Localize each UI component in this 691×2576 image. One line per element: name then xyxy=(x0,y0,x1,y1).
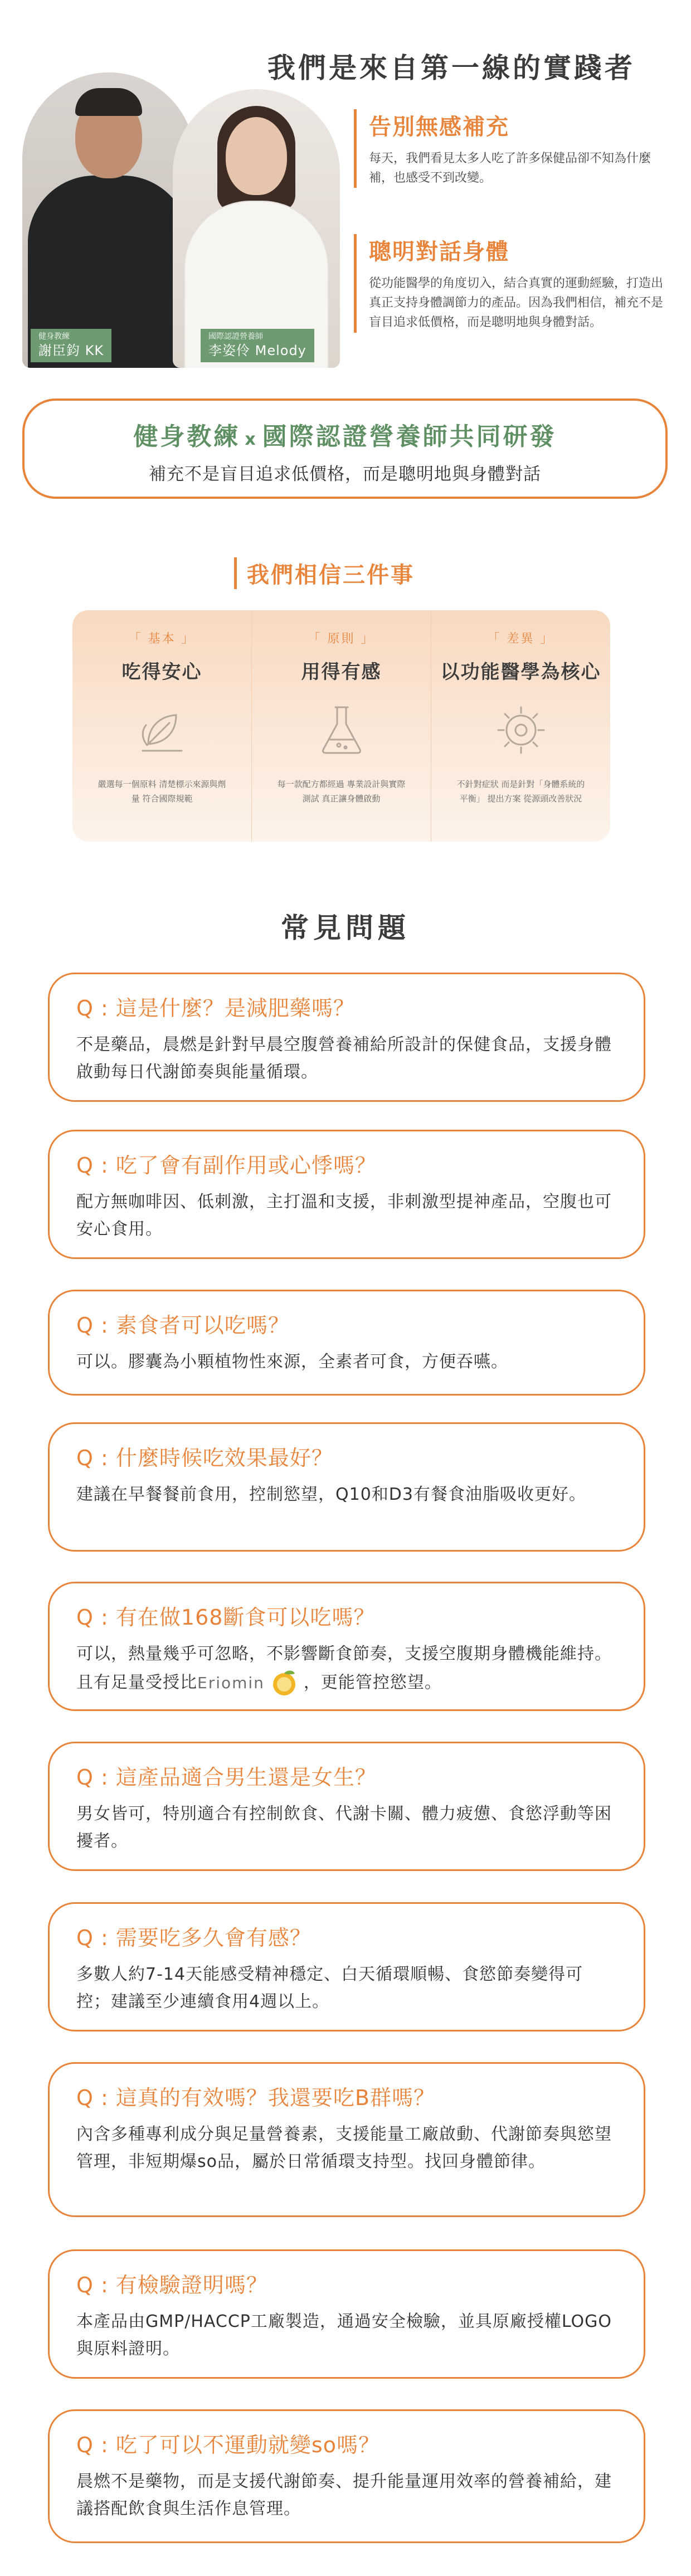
claim-heading: 聰明對話身體 xyxy=(369,239,509,265)
faq-item[interactable] xyxy=(48,1290,645,1396)
faq-item[interactable] xyxy=(48,1742,645,1871)
faq-item[interactable] xyxy=(48,2409,645,2543)
belief-desc: 嚴選每一個原料 清楚標示來源與劑量 符合國際規範 xyxy=(98,779,226,804)
gear-icon xyxy=(490,699,552,761)
claim-text: 從功能醫學的角度切入，結合真實的運動經驗，打造出真正支持身體調節力的產品。因為我們相信，補充不是盲目追求低價格，而是聰明地與身體對話。 xyxy=(369,276,664,330)
faq-answer-part: 可以，熱量幾乎可忽略，不影響斷食節奏，支援空腹期身體機能維持。且有足量受授比 xyxy=(76,1644,612,1693)
faq-q-prefix: Q : xyxy=(76,1153,109,1178)
faq-q-prefix: Q : xyxy=(76,2273,109,2297)
faq-answer: 建議在早餐餐前食用，控制慾望，Q10和D3有餐食油脂吸收更好。 xyxy=(76,1485,586,1504)
faq-answer xyxy=(76,1641,617,1698)
faq-question xyxy=(76,1148,617,1179)
faq-question xyxy=(76,1600,617,1631)
faq-question-text: 這產品適合男生還是女生？ xyxy=(115,1765,377,1790)
nutritionist-role: 國際認證營養師 xyxy=(208,332,263,341)
belief-card xyxy=(251,610,431,842)
faq-question-text: 這真的有效嗎？我還要吃B群嗎？ xyxy=(115,2086,435,2110)
faq-answer: 晨燃不是藥物，而是支援代謝節奏、提升能量運用效率的營養補給，建議搭配飲食與生活作息管理。 xyxy=(76,2472,612,2519)
faq-q-prefix: Q : xyxy=(76,1765,109,1790)
coach-name: 謝臣鈞 KK xyxy=(38,342,104,358)
banner-title-right: 國際認證營養師共同研發 xyxy=(262,422,557,451)
belief-heading: 吃得安心 xyxy=(121,661,202,683)
faq-answer: 不是藥品，晨燃是針對早晨空腹營養補給所設計的保健食品，支援身體啟動每日代謝節奏與能量循環。 xyxy=(76,1035,612,1082)
faq-item[interactable] xyxy=(48,973,645,1102)
faq-question-text: 需要吃多久會有感？ xyxy=(115,1926,312,1950)
faq-item[interactable] xyxy=(48,2062,645,2217)
faq-question-text: 有檢驗證明嗎？ xyxy=(115,2273,268,2297)
faq-item[interactable] xyxy=(48,2249,645,2379)
coach-photo xyxy=(22,72,195,368)
belief-desc: 不針對症狀 而是針對「身體系統的平衡」 提出方案 從源頭改善狀況 xyxy=(456,779,585,804)
nutritionist-name: 李姿伶 Melody xyxy=(208,342,306,358)
faq-question-text: 什麼時候吃效果最好？ xyxy=(115,1446,333,1470)
belief-desc: 每一款配方都經過 專業設計與實際測試 真正讓身體啟動 xyxy=(277,779,406,804)
faq-question xyxy=(76,2428,617,2458)
faq-item[interactable] xyxy=(48,1582,645,1711)
nutritionist-photo xyxy=(173,89,340,368)
faq-question xyxy=(76,991,617,1022)
hero-title: 我們是來自第一線的實踐者 xyxy=(267,52,635,84)
faq-q-prefix: Q : xyxy=(76,2086,109,2110)
coach-role: 健身教練 xyxy=(38,332,70,341)
banner-title xyxy=(25,416,665,452)
claim-block xyxy=(354,234,666,333)
faq-answer: 男女皆可，特別適合有控制飲食、代謝卡關、體力疲憊、食慾浮動等困擾者。 xyxy=(76,1804,612,1851)
faq-answer: 多數人約7-14天能感受精神穩定、白天循環順暢、食慾節奏變得可控；建議至少連續食用4週以上。 xyxy=(76,1965,583,2011)
faq-q-prefix: Q : xyxy=(76,1605,109,1630)
founders-photo xyxy=(22,56,346,368)
belief-kicker: 「 原則 」 xyxy=(308,632,375,646)
faq-item[interactable] xyxy=(48,1130,645,1259)
faq-q-prefix: Q : xyxy=(76,1313,109,1338)
faq-answer-part: ，更能管控慾望。 xyxy=(303,1673,442,1693)
faq-question-text: 有在做168斷食可以吃嗎？ xyxy=(115,1605,376,1630)
faq-question-text: 吃了會有副作用或心悸嗎？ xyxy=(115,1153,377,1178)
faq-item[interactable] xyxy=(48,1422,645,1552)
faq-item[interactable] xyxy=(48,1902,645,2031)
faq-title: 常見問題 xyxy=(281,912,410,944)
citrus-icon xyxy=(269,1668,299,1698)
faq-q-prefix: Q : xyxy=(76,996,109,1020)
beliefs-cards xyxy=(72,610,610,842)
faq-answer: 內含多種專利成分與足量營養素，支援能量工廠啟動、代謝節奏與慾望管理，非短期爆so品，屬於日常循環支持型。找回身體節律。 xyxy=(76,2125,612,2171)
belief-kicker: 「 基本 」 xyxy=(128,632,196,646)
banner-title-x: x xyxy=(245,430,258,449)
faq-question xyxy=(76,1760,617,1791)
faq-question xyxy=(76,2268,617,2298)
faq-question xyxy=(76,2081,617,2111)
faq-q-prefix: Q : xyxy=(76,2433,109,2457)
claim-text: 每天，我們看見太多人吃了許多保健品卻不知為什麼補，也感受不到改變。 xyxy=(369,152,651,186)
banner-title-left: 健身教練 xyxy=(133,422,241,451)
faq-answer: 配方無咖啡因、低刺激，主打溫和支援，非刺激型提神產品，空腹也可安心食用。 xyxy=(76,1192,612,1239)
beliefs-title: 我們相信三件事 xyxy=(234,557,415,589)
belief-card xyxy=(72,610,251,842)
claim-block xyxy=(354,109,666,188)
hero-section xyxy=(0,0,691,385)
nutritionist-name-tag xyxy=(201,329,314,362)
faq-question-text: 吃了可以不運動就變so嗎？ xyxy=(115,2433,380,2457)
co-development-banner xyxy=(22,398,668,499)
faq-question-text: 這是什麼？是減肥藥嗎？ xyxy=(115,996,355,1020)
faq-question xyxy=(76,1921,617,1951)
faq-q-prefix: Q : xyxy=(76,1446,109,1470)
belief-kicker: 「 差異 」 xyxy=(487,632,554,646)
belief-heading: 以功能醫學為核心 xyxy=(440,661,601,683)
flask-icon xyxy=(311,699,372,761)
coach-name-tag xyxy=(31,329,111,362)
faq-question xyxy=(76,1308,617,1339)
faq-answer: 可以。膠囊為小顆植物性來源，全素者可食，方便吞嚥。 xyxy=(76,1352,508,1372)
claim-heading: 告別無感補充 xyxy=(369,114,509,140)
belief-heading: 用得有感 xyxy=(301,661,382,683)
faq-answer: 本產品由GMP/HACCP工廠製造，通過安全檢驗，並具原廠授權LOGO與原料證明。 xyxy=(76,2312,612,2359)
faq-q-prefix: Q : xyxy=(76,1926,109,1950)
faq-question-text: 素食者可以吃嗎？ xyxy=(115,1313,290,1338)
belief-card xyxy=(431,610,610,842)
banner-subtitle: 補充不是盲目追求低價格，而是聰明地與身體對話 xyxy=(149,464,541,484)
faq-question xyxy=(76,1441,617,1471)
eriomin-logo: Eriomin xyxy=(197,1673,265,1692)
leaf-icon xyxy=(132,699,193,761)
